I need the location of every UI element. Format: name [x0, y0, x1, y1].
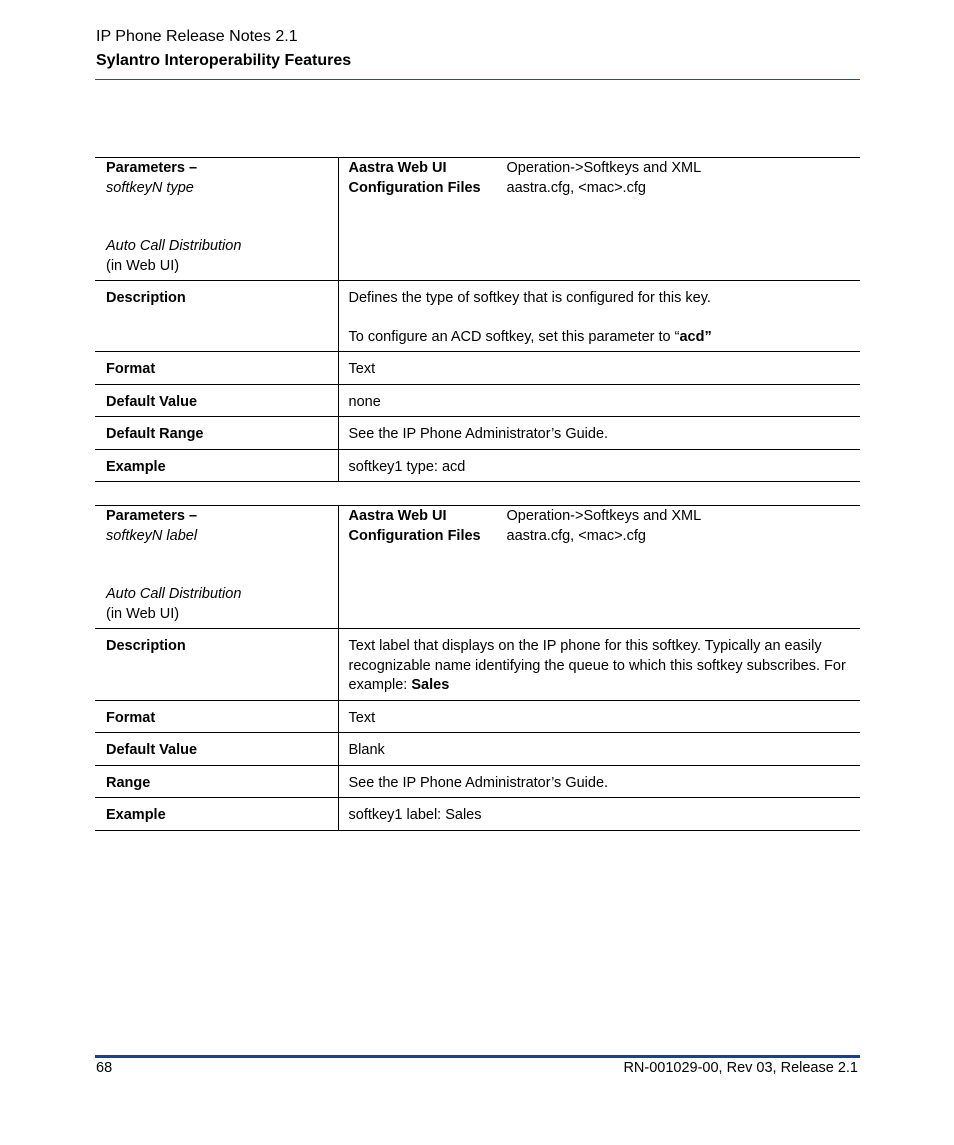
table-row — [95, 417, 860, 450]
row-label: Format — [95, 700, 338, 733]
row-label: Default Value — [95, 733, 338, 766]
description-line: To configure an ACD softkey, set this parameter to “acd” — [348, 328, 712, 345]
table-row — [95, 506, 860, 629]
row-value: Text — [348, 709, 376, 726]
config-files-key: Configuration Files — [348, 179, 481, 196]
row-label: Example — [95, 449, 338, 482]
table-row — [95, 281, 860, 352]
table-row — [95, 798, 860, 831]
config-files-value: aastra.cfg, <mac>.cfg — [506, 179, 646, 196]
table-row — [95, 700, 860, 733]
row-value: See the IP Phone Administrator’s Guide. — [348, 426, 609, 442]
location-cell — [338, 158, 860, 281]
param-cell — [95, 506, 338, 629]
row-value: softkey1 type: acd — [348, 458, 466, 475]
web-ui-key: Aastra Web UI — [348, 160, 447, 176]
param-cell — [95, 158, 338, 281]
row-label: Default Range — [95, 417, 338, 450]
param-label: Parameters – — [106, 508, 198, 524]
row-value: Blank — [348, 742, 385, 758]
param-name: softkeyN type — [106, 179, 194, 196]
header-divider — [95, 79, 860, 80]
web-ui-key: Aastra Web UI — [348, 508, 447, 524]
description-text: Text label that displays on the IP phone for this softkey. Typically an easily recognizable name identifying the queue to which this softkey subscribes. For example: — [348, 638, 846, 693]
table-row — [95, 352, 860, 385]
row-label: Example — [95, 798, 338, 831]
row-label: Default Value — [95, 384, 338, 417]
acd-value: acd” — [679, 328, 712, 345]
param-table-softkey-label — [95, 505, 860, 831]
row-value: softkey1 label: Sales — [348, 807, 482, 823]
row-label: Range — [95, 765, 338, 798]
row-label: Format — [95, 352, 338, 385]
param-table-softkey-type — [95, 157, 860, 482]
acd-label: Auto Call Distribution — [106, 238, 242, 254]
table-row — [95, 765, 860, 798]
web-ui-value: Operation->Softkeys and XML — [506, 508, 702, 524]
row-value: Text — [348, 361, 376, 377]
description-label: Description — [95, 281, 338, 352]
page-header — [96, 27, 860, 71]
description-line: Defines the type of softkey that is configured for this key. — [348, 290, 711, 306]
table-row — [95, 629, 860, 701]
param-name: softkeyN label — [106, 527, 198, 544]
description-cell — [338, 629, 860, 701]
webui-label: (in Web UI) — [106, 605, 180, 622]
table-row — [95, 158, 860, 281]
config-files-key: Configuration Files — [348, 527, 481, 544]
example-value: Sales — [411, 677, 450, 693]
table-row — [95, 384, 860, 417]
param-label: Parameters – — [106, 160, 198, 176]
acd-label: Auto Call Distribution — [106, 586, 242, 602]
location-cell — [338, 506, 860, 629]
table-row — [95, 449, 860, 482]
description-label: Description — [95, 629, 338, 701]
web-ui-value: Operation->Softkeys and XML — [506, 160, 702, 176]
table-row — [95, 733, 860, 766]
footer-divider — [95, 1055, 860, 1058]
description-cell — [338, 281, 860, 352]
row-value: none — [348, 393, 381, 410]
config-files-value: aastra.cfg, <mac>.cfg — [506, 527, 646, 544]
webui-label: (in Web UI) — [106, 257, 180, 274]
row-value: See the IP Phone Administrator’s Guide. — [348, 774, 609, 791]
page-number: 68 — [96, 1060, 113, 1076]
doc-reference: RN-001029-00, Rev 03, Release 2.1 — [623, 1060, 858, 1076]
doc-title: IP Phone Release Notes 2.1 — [96, 28, 298, 45]
section-title: Sylantro Interoperability Features — [96, 52, 352, 69]
